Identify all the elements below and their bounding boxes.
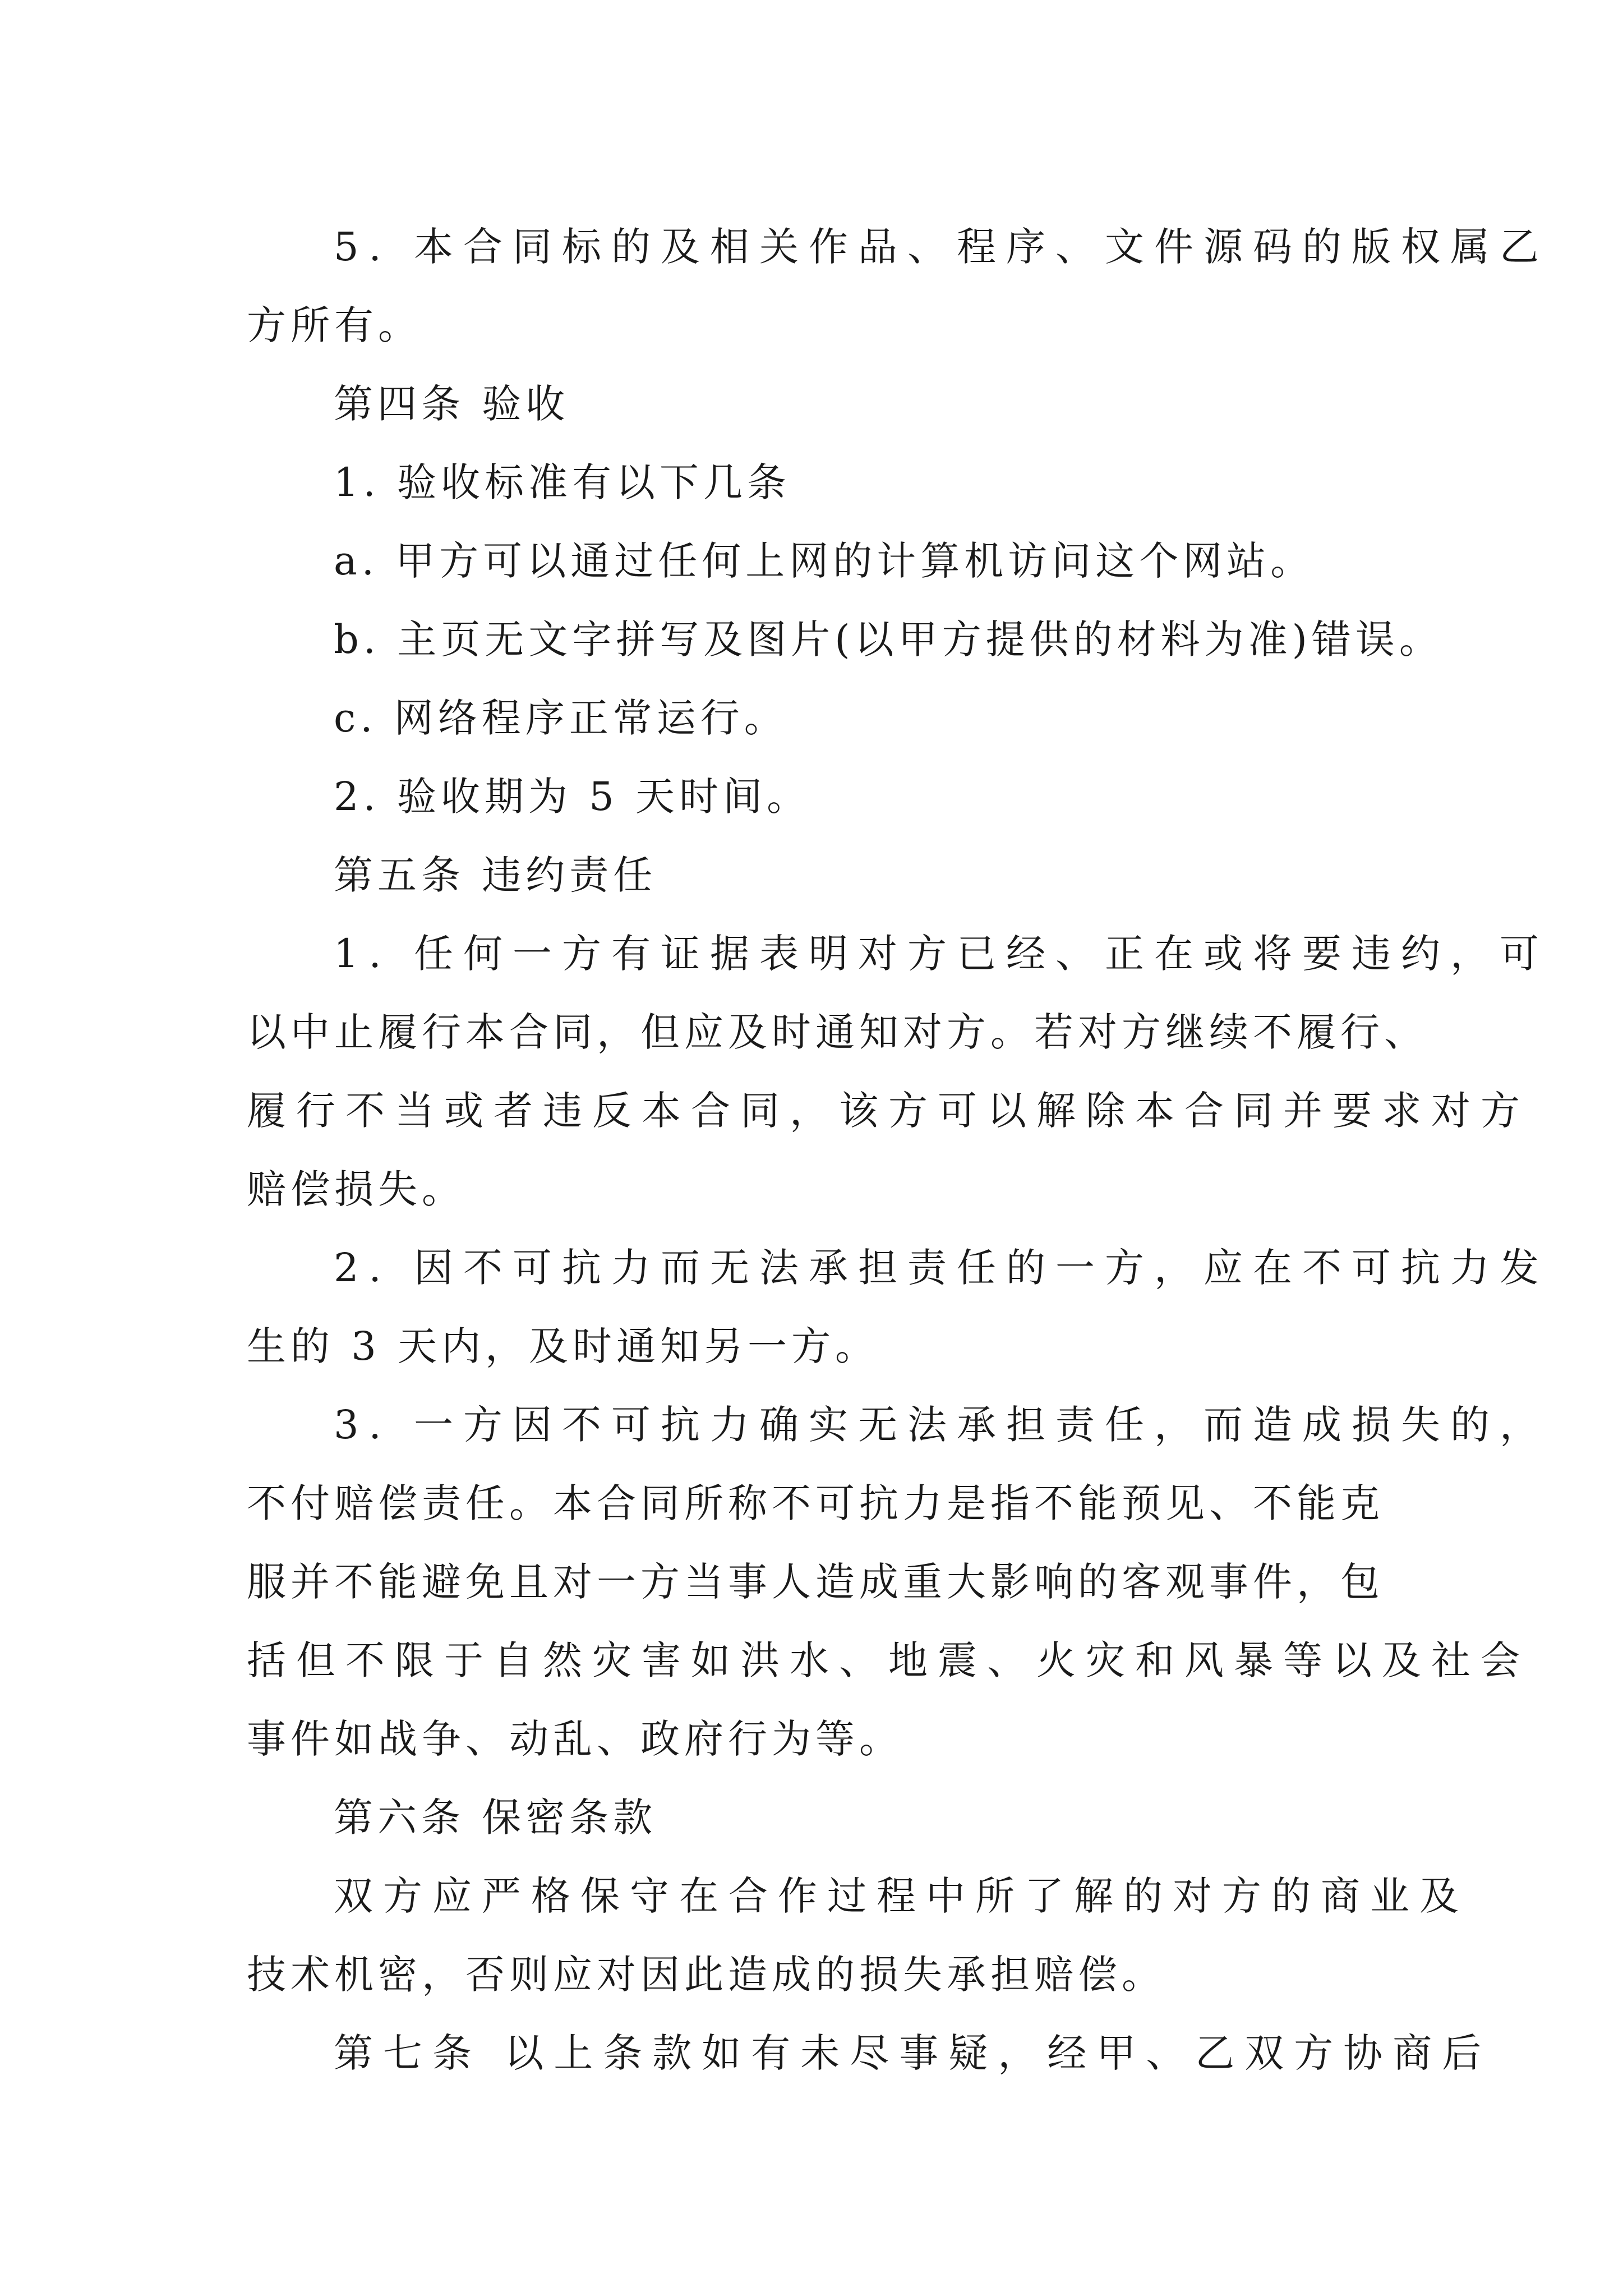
text-line: c. 网络程序正常运行。	[334, 695, 788, 741]
section-heading: 第六条 保密条款	[334, 1795, 657, 1841]
text-line: 2. 验收期为 5 天时间。	[334, 774, 811, 820]
text-line: 事件如战争、动乱、政府行为等。	[247, 1716, 903, 1762]
section-heading: 第四条 验收	[334, 381, 570, 427]
text-line: 1. 验收标准有以下几条	[334, 459, 791, 505]
text-line: 1. 任何一方有证据表明对方已经、正在或将要违约，可	[334, 931, 1550, 977]
text-line: 生的 3 天内，及时通知另一方。	[247, 1323, 879, 1369]
text-line: 2. 因不可抗力而无法承担责任的一方，应在不可抗力发	[334, 1245, 1550, 1291]
text-line: 不付赔偿责任。本合同所称不可抗力是指不能预见、不能克	[247, 1480, 1384, 1526]
section-heading: 第五条 违约责任	[334, 852, 657, 898]
text-line: 括但不限于自然灾害如洪水、地震、火灾和风暴等以及社会	[247, 1637, 1530, 1683]
text-line: 履行不当或者违反本合同，该方可以解除本合同并要求对方	[247, 1088, 1530, 1134]
text-line: 服并不能避免且对一方当事人造成重大影响的客观事件，包	[247, 1559, 1384, 1605]
text-line: b. 主页无文字拼写及图片(以甲方提供的材料为准)错误。	[334, 616, 1443, 662]
text-line: 第七条 以上条款如有未尽事疑，经甲、乙双方协商后	[334, 2030, 1492, 2076]
text-line: 技术机密，否则应对因此造成的损失承担赔偿。	[247, 1952, 1165, 1998]
text-line: 以中止履行本合同，但应及时通知对方。若对方继续不履行、	[247, 1009, 1428, 1055]
text-line: 5. 本合同标的及相关作品、程序、文件源码的版权属乙	[334, 224, 1550, 270]
text-line: 3. 一方因不可抗力确实无法承担责任，而造成损失的，	[334, 1402, 1550, 1448]
text-line: 双方应严格保守在合作过程中所了解的对方的商业及	[334, 1873, 1469, 1919]
text-line: 赔偿损失。	[247, 1166, 465, 1212]
text-line: a. 甲方可以通过任何上网的计算机访问这个网站。	[334, 538, 1315, 584]
text-line: 方所有。	[247, 302, 422, 348]
